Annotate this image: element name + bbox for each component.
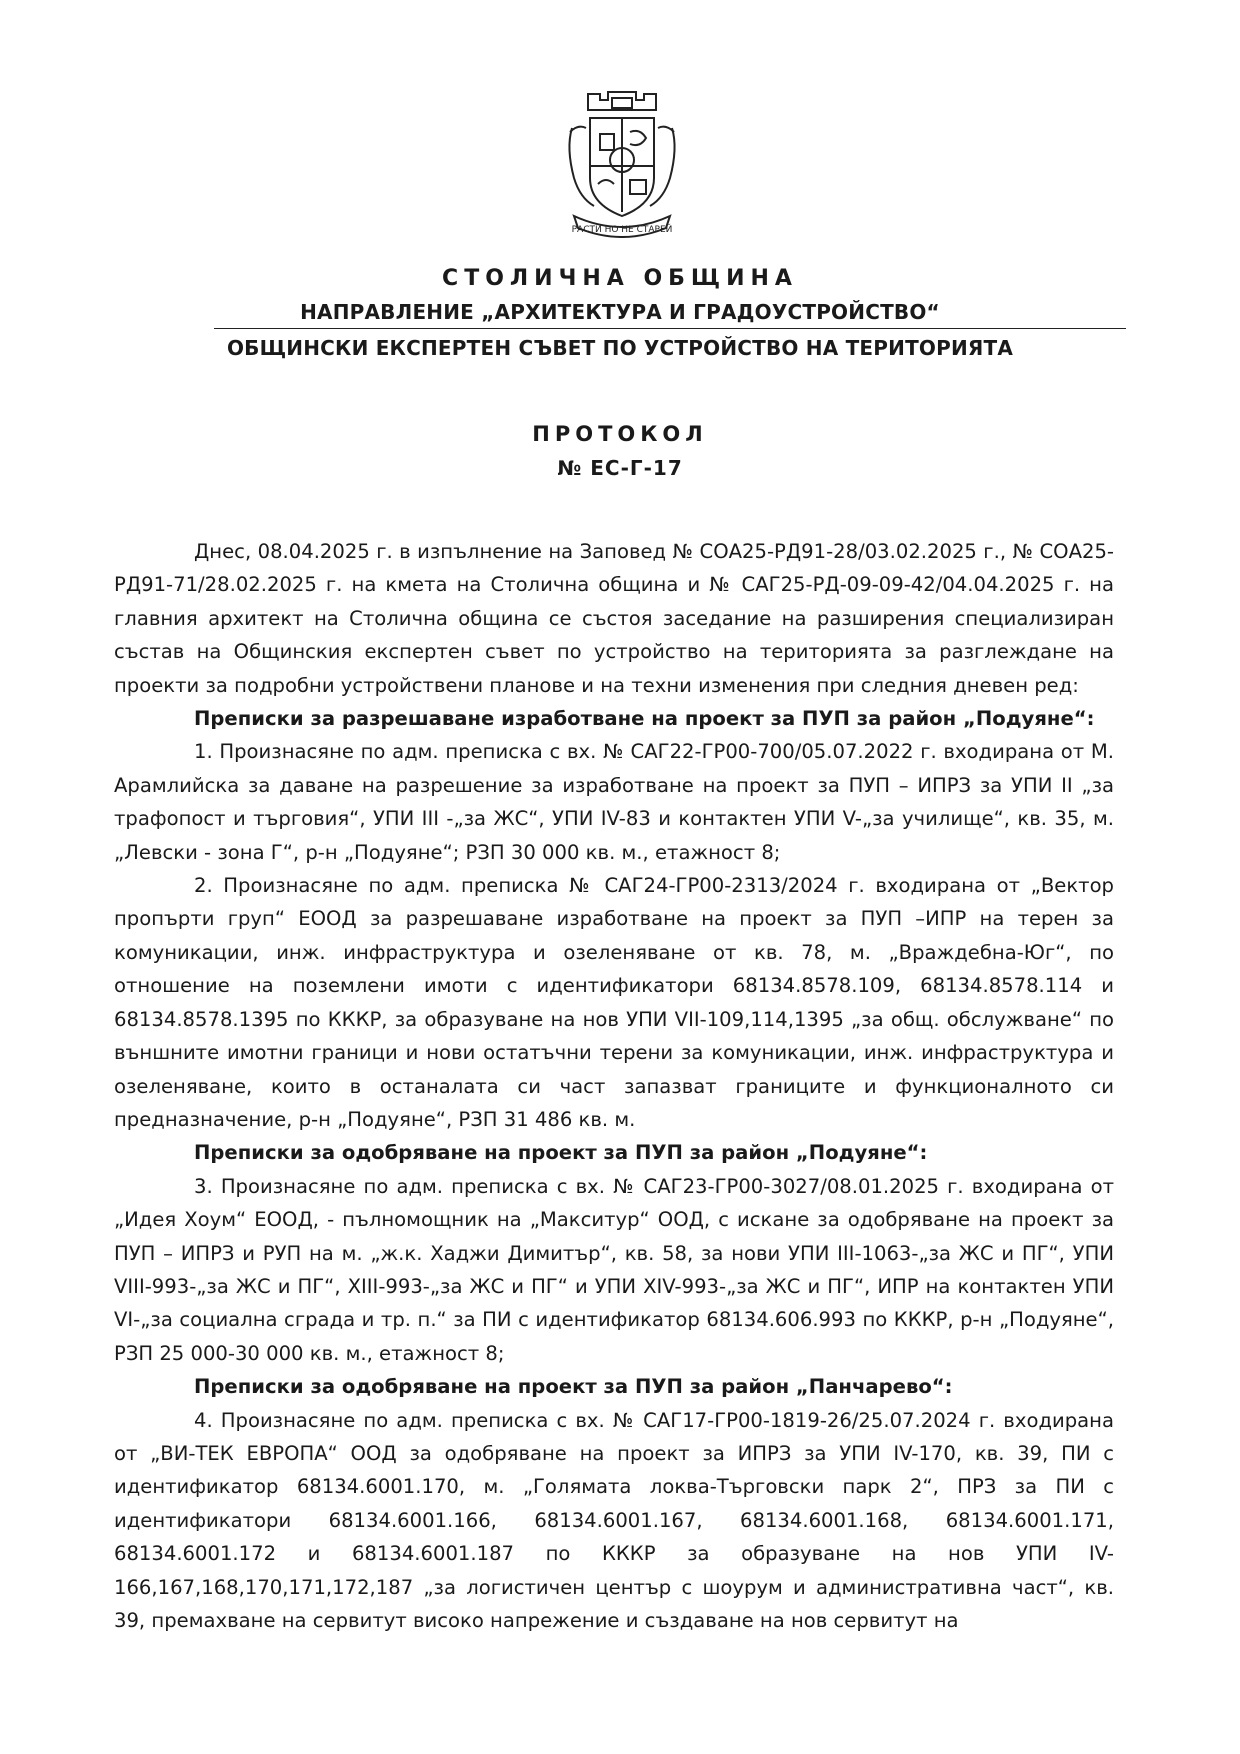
department-title: НАПРАВЛЕНИЕ „АРХИТЕКТУРА И ГРАДОУСТРОЙСТВО“ xyxy=(300,300,940,324)
council-title: ОБЩИНСКИ ЕКСПЕРТЕН СЪВЕТ ПО УСТРОЙСТВО НА ТЕРИТОРИЯТА xyxy=(226,336,1014,360)
document-body xyxy=(114,535,1114,1637)
crest-motto: РАСТИ НО НЕ СТАРЕЙ xyxy=(571,225,673,235)
section-heading: Преписки за одобряване на проект за ПУП за район „Панчарево“: xyxy=(194,1375,953,1399)
agenda-item: 3. Произнасяне по адм. преписка с вх. № САГ23-ГР00-3027/08.01.2025 г. входирана от „Идея Хоум“ ЕООД, - пълномощник на „Макситур“ ООД, с искане за одобряване на проект за ПУП – ИПРЗ и РУП на м. „ж.к. Хаджи Димитър“, кв. 58, за нови УПИ III-1063-„за ЖС и ПГ“, УПИ VIII-993-„за ЖС и ПГ“, XIII-993-„за ЖС и ПГ“ и УПИ XIV-993-„за ЖС и ПГ“, ИПР на контактен УПИ VI-„за социална сграда и тр. п.“ за ПИ с идентификатор 68134.606.993 по КККР, р-н „Подуяне“, РЗП 25 000-30 000 кв. м., етажност 8; xyxy=(114,1174,1114,1365)
section-heading: Преписки за одобряване на проект за ПУП за район „Подуяне“: xyxy=(194,1141,928,1165)
section-heading: Преписки за разрешаване изработване на проект за ПУП за район „Подуяне“: xyxy=(194,707,1095,731)
agenda-item: 4. Произнасяне по адм. преписка с вх. № САГ17-ГР00-1819-26/25.07.2024 г. входирана от „ВИ-ТЕК ЕВРОПА“ ООД за одобряване на проект за ИПРЗ за УПИ IV-170, кв. 39, ПИ с идентификатор 68134.6001.170, м. „Голямата локва-Търговски парк 2“, ПРЗ за ПИ с идентификатори 68134.6001.166, 68134.6001.167, 68134.6001.168, 68134.6001.171, 68134.6001.172 и 68134.6001.187 по КККР за образуване на нов УПИ IV-166,167,168,170,171,172,187 „за логистичен център с шоурум и административна част“, кв. 39, премахване на сервитут високо напрежение и създаване на нов сервитут на xyxy=(114,1408,1114,1632)
intro-paragraph: Днес, 08.04.2025 г. в изпълнение на Заповед № СОА25-РД91-28/03.02.2025 г., № СОА25-РД91-71/28.02.2025 г. на кмета на Столична община и № САГ25-РД-09-09-42/04.04.2025 г. на главния архитект на Столична община се състоя заседание на разширения специализиран състав на Общинския експертен съвет по устройство на територията за разглеждане на проекти за подробни устройствени планове и на техни изменения при следния дневен ред: xyxy=(114,540,1114,697)
agenda-item: 1. Произнасяне по адм. преписка с вх. № САГ22-ГР00-700/05.07.2022 г. входирана от М. Арамлийска за даване на разрешение за изработване на проект за ПУП – ИПРЗ за УПИ II „за трафопост и търговия“, УПИ III -„за ЖС“, УПИ IV-83 и контактен УПИ V-„за училище“, кв. 35, м. „Левски - зона Г“, р-н „Подуяне“; РЗП 30 000 кв. м., етажност 8; xyxy=(114,740,1114,864)
protocol-number: № ЕС-Г-17 xyxy=(557,456,683,480)
header-divider xyxy=(214,328,1126,329)
coat-of-arms-icon xyxy=(560,88,684,238)
organization-title: СТОЛИЧНА ОБЩИНА xyxy=(442,266,798,291)
protocol-title: ПРОТОКОЛ xyxy=(532,422,708,446)
agenda-item: 2. Произнасяне по адм. преписка № САГ24-ГР00-2313/2024 г. входирана от „Вектор пропърти груп“ ЕООД за разрешаване изработване на проект за ПУП –ИПР на терен за комуникации, инж. инфраструктура и озеленяване от кв. 78, м. „Враждебна-Юг“, по отношение на поземлени имоти с идентификатори 68134.8578.109, 68134.8578.114 и 68134.8578.1395 по КККР, за образуване на нов УПИ VII-109,114,1395 „за общ. обслужване“ по външните имотни граници и нови остатъчни терени за комуникации, инж. инфраструктура и озеленяване, които в останалата си част запазват границите и функционалното си предназначение, р-н „Подуяне“, РЗП 31 486 кв. м. xyxy=(114,874,1114,1131)
